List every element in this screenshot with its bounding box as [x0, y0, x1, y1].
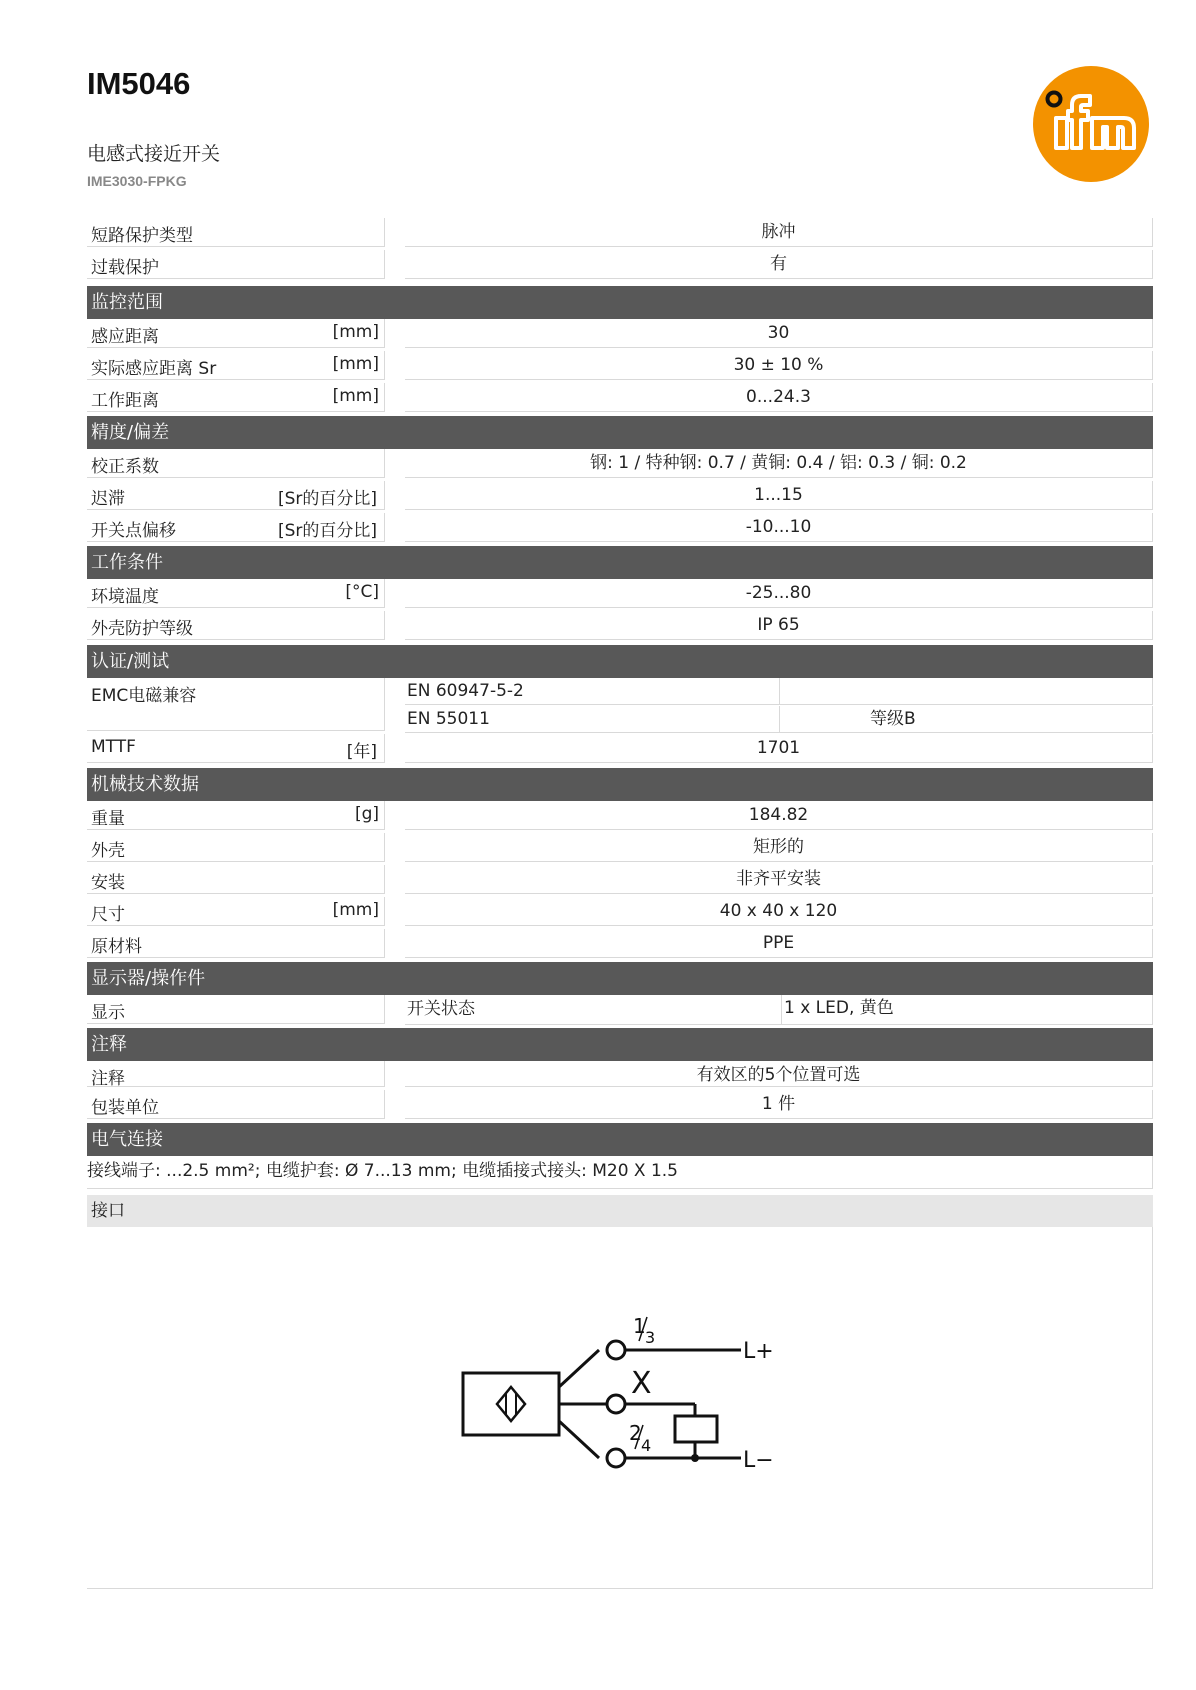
ifm-logo	[1032, 65, 1150, 183]
spec-label: 尺寸	[91, 905, 125, 925]
spec-row	[87, 351, 1153, 383]
spec-value: 非齐平安装	[405, 865, 1153, 894]
section-header-notes: 注释	[87, 1028, 1153, 1061]
spec-label: 短路保护类型	[91, 226, 193, 246]
spec-row	[87, 449, 1153, 481]
spec-value: IP 65	[405, 611, 1153, 640]
spec-label: 安装	[91, 873, 125, 893]
pin-label-top-den: 3	[645, 1328, 656, 1347]
spec-row	[87, 383, 1153, 415]
pin-label-top-num: 1	[633, 1314, 646, 1338]
section-header-electrical: 电气连接	[87, 1123, 1153, 1156]
spec-value: 30 ± 10 %	[405, 351, 1153, 380]
spec-value: PPE	[405, 929, 1153, 958]
wiring-diagram	[461, 1313, 797, 1481]
spec-row	[87, 1090, 1153, 1122]
spec-label: 迟滞	[91, 489, 125, 509]
spec-value: 184.82	[405, 801, 1153, 830]
spec-value: -25...80	[405, 579, 1153, 608]
sensor-body	[463, 1373, 559, 1435]
spec-label: 显示	[91, 1003, 125, 1023]
lminus-label: L−	[743, 1448, 774, 1473]
spec-label: 环境温度	[91, 587, 159, 607]
spec-row	[87, 481, 1153, 513]
sensor-symbol	[497, 1387, 525, 1421]
spec-unit: [°C]	[345, 582, 379, 602]
spec-value: -10...10	[405, 513, 1153, 542]
spec-value: 0...24.3	[405, 383, 1153, 412]
section-header-mechanical: 机械技术数据	[87, 768, 1153, 801]
product-subtitle: 电感式接近开关	[87, 143, 221, 165]
spec-label: 外壳	[91, 841, 125, 861]
spec-row	[87, 801, 1153, 833]
display-item: 开关状态	[405, 995, 782, 1025]
spec-value: 矩形的	[405, 833, 1153, 862]
spec-label: 包装单位	[91, 1098, 159, 1118]
emc-standard-1: EN 60947-5-2	[405, 678, 780, 705]
spec-row	[87, 319, 1153, 351]
spec-label: 原材料	[91, 937, 142, 957]
spec-label: 校正系数	[91, 457, 159, 477]
section-header-monitoring: 监控范围	[87, 286, 1153, 319]
spec-unit: [mm]	[332, 900, 379, 920]
spec-value: 有	[405, 250, 1153, 279]
spec-value: 有效区的5个位置可选	[405, 1061, 1153, 1087]
spec-row	[87, 865, 1153, 897]
spec-unit: [Sr的百分比]	[277, 489, 377, 509]
section-header-display: 显示器/操作件	[87, 962, 1153, 995]
spec-label: 过载保护	[91, 258, 159, 278]
spec-row	[87, 579, 1153, 611]
section-header-approvals: 认证/测试	[87, 645, 1153, 678]
section-header-accuracy: 精度/偏差	[87, 416, 1153, 449]
spec-row	[87, 218, 1153, 250]
emc-standard-2: EN 55011	[405, 706, 780, 733]
spec-row	[87, 513, 1153, 545]
spec-label: 工作距离	[91, 391, 159, 411]
emc-standard-2-class: 等级B	[780, 706, 1153, 733]
spec-label: 重量	[91, 809, 125, 829]
spec-label: MTTF	[91, 737, 136, 757]
spec-row	[87, 250, 1153, 282]
spec-value: 钢: 1 / 特种钢: 0.7 / 黄铜: 0.4 / 铝: 0.3 / 铜: 0.2	[405, 449, 1153, 478]
spec-unit: [Sr的百分比]	[277, 521, 377, 541]
spec-row	[87, 734, 1153, 766]
spec-label: EMC电磁兼容	[91, 686, 197, 706]
spec-unit: [mm]	[332, 354, 379, 374]
electrical-connection-value: 接线端子: ...2.5 mm²; 电缆护套: Ø 7...13 mm; 电缆插接式接头: M20 X 1.5	[87, 1156, 1153, 1189]
spec-label: 实际感应距离 Sr	[91, 359, 217, 379]
spec-label: 注释	[91, 1069, 125, 1089]
spec-row	[87, 929, 1153, 961]
spec-unit: [mm]	[332, 322, 379, 342]
article-number: IME3030-FPKG	[87, 173, 187, 189]
spec-row	[87, 833, 1153, 865]
display-value: 1 x LED, 黄色	[782, 995, 1153, 1025]
pin-label-bottom-den: 4	[641, 1436, 652, 1455]
lplus-label: L+	[743, 1339, 774, 1364]
spec-value: 40 x 40 x 120	[405, 897, 1153, 926]
spec-value: 1 件	[405, 1090, 1153, 1119]
spec-row	[87, 1061, 1153, 1090]
spec-row	[87, 897, 1153, 929]
spec-table	[87, 218, 1153, 1589]
spec-row-display	[87, 995, 1153, 1027]
spec-row-emc	[87, 678, 1153, 734]
section-header-operating: 工作条件	[87, 546, 1153, 579]
product-title: IM5046	[87, 66, 191, 101]
spec-label: 开关点偏移	[91, 521, 176, 541]
spec-value: 30	[405, 319, 1153, 348]
spec-value: 脉冲	[405, 218, 1153, 247]
spec-value: 1...15	[405, 481, 1153, 510]
spec-unit: [年]	[346, 742, 377, 762]
wiring-diagram-box	[87, 1227, 1153, 1589]
spec-label: 外壳防护等级	[91, 619, 193, 639]
pin-label-x: X	[631, 1366, 652, 1401]
spec-value: 1701	[405, 734, 1153, 763]
spec-label: 感应距离	[91, 327, 159, 347]
spec-unit: [g]	[354, 804, 379, 824]
load-symbol	[675, 1416, 717, 1442]
section-header-interface: 接口	[87, 1195, 1153, 1227]
spec-unit: [mm]	[332, 386, 379, 406]
spec-row	[87, 611, 1153, 643]
pin-label-bottom-num: 2	[629, 1421, 642, 1445]
emc-standard-1-extra	[780, 678, 1153, 705]
